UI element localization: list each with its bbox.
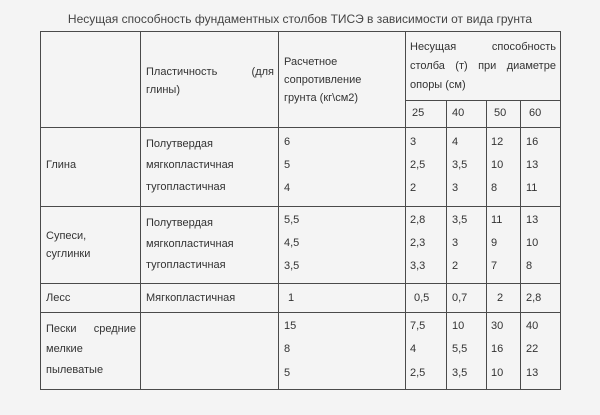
- row1-d50-1: 12: [491, 136, 504, 148]
- row3-d50: 2: [497, 292, 504, 304]
- row1-plasticity-1: Полутвердая: [146, 138, 213, 150]
- row2-plasticity-3: тугопластичная: [146, 259, 226, 271]
- row4-d40-2: 5,5: [452, 343, 468, 355]
- header-resistance-line1: Расчетное: [284, 56, 338, 68]
- header-plasticity: Пластичность (для: [146, 66, 274, 78]
- table-border-left: [40, 31, 41, 389]
- row3-plasticity: Мягкопластичная: [146, 292, 236, 304]
- table-border-top: [40, 31, 561, 32]
- row4-resistance-2: 8: [284, 343, 291, 355]
- row2-d25-2: 2,3: [410, 237, 426, 249]
- row4-d50-2: 16: [491, 343, 504, 355]
- row4-d60-3: 13: [526, 367, 539, 379]
- table-border-right: [560, 31, 561, 389]
- header-resistance-line2: сопротивление: [284, 74, 362, 86]
- row1-resistance-3: 4: [284, 182, 291, 194]
- header-diameter-50: 50: [494, 107, 507, 119]
- row1-plasticity-3: тугопластичная: [146, 181, 226, 193]
- row4-resistance-1: 15: [284, 320, 297, 332]
- row2-d60-1: 13: [526, 214, 539, 226]
- table-border-bottom: [40, 389, 561, 390]
- row1-d40-2: 3,5: [452, 159, 468, 171]
- row3-d60: 2,8: [526, 292, 542, 304]
- table-title: Несущая способность фундаментных столбов ТИСЭ в зависимости от вида грунта: [67, 12, 533, 26]
- header-diameter-40: 40: [452, 107, 465, 119]
- row1-resistance-1: 6: [284, 136, 291, 148]
- row1-resistance-2: 5: [284, 159, 291, 171]
- col-divider-3: [405, 31, 406, 389]
- header-diameter-25: 25: [412, 107, 425, 119]
- row2-d25-3: 3,3: [410, 260, 426, 272]
- header-capacity-line3: опоры (см): [410, 79, 466, 91]
- header-capacity-line2: столба (т) при диаметре: [410, 60, 556, 72]
- row1-d25-3: 2: [410, 182, 417, 194]
- row2-d50-1: 11: [491, 214, 503, 226]
- header-diameter-60: 60: [529, 107, 542, 119]
- row2-resistance-3: 3,5: [284, 260, 300, 272]
- col-divider-6: [520, 100, 521, 389]
- row2-d50-2: 9: [491, 237, 498, 249]
- diameter-divider: [406, 100, 561, 101]
- row4-resistance-3: 5: [284, 367, 291, 379]
- row4-d40-3: 3,5: [452, 367, 468, 379]
- row1-d40-1: 4: [452, 136, 459, 148]
- row4-d60-2: 22: [526, 343, 539, 355]
- col-divider-2: [278, 31, 279, 389]
- row3-resistance: 1: [288, 292, 295, 304]
- row1-plasticity-2: мягкопластичная: [146, 159, 234, 171]
- row4-soil-2: мелкие: [46, 343, 83, 355]
- header-plasticity-line2: глины): [146, 84, 180, 96]
- row1-d60-1: 16: [526, 136, 539, 148]
- row4-d25-1: 7,5: [410, 320, 426, 332]
- row3-soil: Лесс: [46, 292, 71, 304]
- row1-d60-2: 13: [526, 159, 539, 171]
- row1-d50-3: 8: [491, 182, 498, 194]
- row4-d40-1: 10: [452, 320, 465, 332]
- col-divider-4: [446, 100, 447, 389]
- row2-soil-2: суглинки: [46, 248, 91, 260]
- header-bottom-border: [40, 127, 561, 128]
- row2-d40-2: 3: [452, 237, 459, 249]
- col-divider-1: [140, 31, 141, 389]
- row2-resistance-1: 5,5: [284, 214, 300, 226]
- row4-soil-3: пылеватые: [46, 364, 104, 376]
- row1-soil: Глина: [46, 159, 77, 171]
- row1-d60-3: 11: [526, 182, 538, 194]
- row4-soil-1: Пески средние: [46, 323, 136, 335]
- row2-d40-1: 3,5: [452, 214, 468, 226]
- header-resistance-line3: грунта (кг\см2): [284, 92, 359, 104]
- row2-d50-3: 7: [491, 260, 498, 272]
- row-divider-2: [40, 283, 561, 284]
- row2-d60-3: 8: [526, 260, 533, 272]
- row2-soil-1: Супеси,: [46, 230, 87, 242]
- row2-resistance-2: 4,5: [284, 237, 300, 249]
- row-divider-3: [40, 312, 561, 313]
- row3-d40: 0,7: [452, 292, 468, 304]
- row2-plasticity-2: мягкопластичная: [146, 238, 234, 250]
- row4-d60-1: 40: [526, 320, 539, 332]
- header-capacity-line1: Несущая способность: [410, 41, 556, 53]
- row2-d40-3: 2: [452, 260, 459, 272]
- row1-d50-2: 10: [491, 159, 504, 171]
- row-divider-1: [40, 206, 561, 207]
- row1-d25-1: 3: [410, 136, 417, 148]
- row2-plasticity-1: Полутвердая: [146, 217, 213, 229]
- row4-d50-1: 30: [491, 320, 504, 332]
- row2-d60-2: 10: [526, 237, 539, 249]
- row1-d40-3: 3: [452, 182, 459, 194]
- row1-d25-2: 2,5: [410, 159, 426, 171]
- row4-d25-3: 2,5: [410, 367, 426, 379]
- row2-d25-1: 2,8: [410, 214, 426, 226]
- row3-d25: 0,5: [414, 292, 430, 304]
- col-divider-5: [486, 100, 487, 389]
- row4-d25-2: 4: [410, 343, 417, 355]
- row4-d50-3: 10: [491, 367, 504, 379]
